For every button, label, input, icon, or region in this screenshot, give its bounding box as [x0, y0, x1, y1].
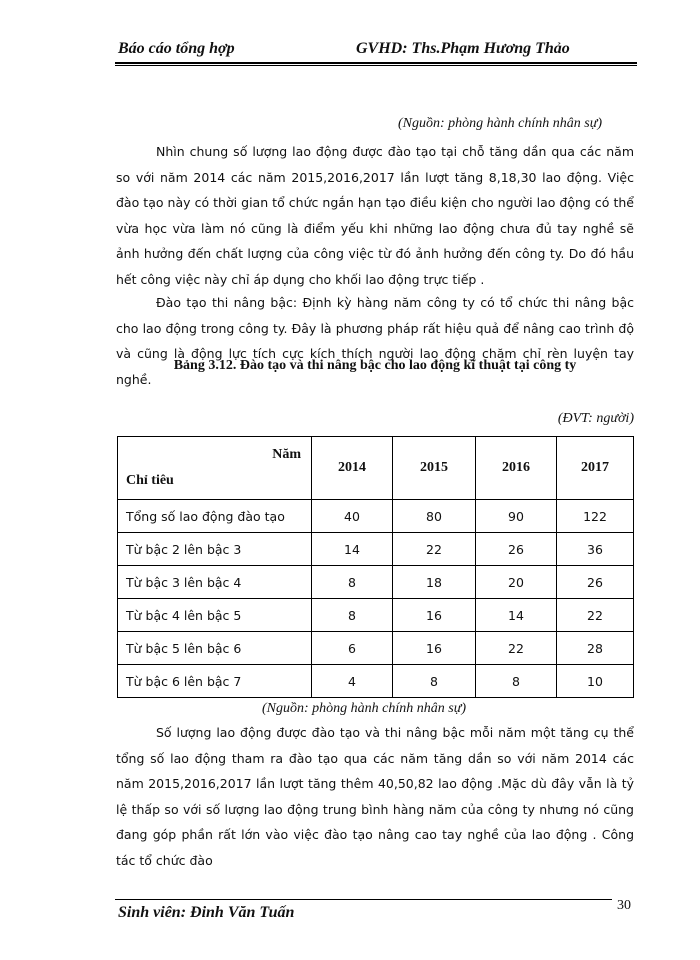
footer-rule: [115, 899, 612, 900]
row-label: Từ bậc 2 lên bậc 3: [118, 533, 312, 566]
row-label: Từ bậc 5 lên bậc 6: [118, 632, 312, 665]
cell-value: 14: [476, 599, 557, 632]
cell-value: 8: [476, 665, 557, 698]
cell-value: 80: [393, 500, 476, 533]
cell-value: 8: [393, 665, 476, 698]
cell-value: 28: [557, 632, 634, 665]
training-table: [117, 436, 634, 698]
table-corner-cell: [118, 437, 312, 500]
cell-value: 10: [557, 665, 634, 698]
row-label: Từ bậc 6 lên bậc 7: [118, 665, 312, 698]
cell-value: 122: [557, 500, 634, 533]
footer-student: Sinh viên: Đinh Văn Tuấn: [118, 904, 295, 921]
page-number: 30: [617, 898, 631, 913]
cell-value: 8: [312, 566, 393, 599]
cell-value: 36: [557, 533, 634, 566]
header-report-title: Báo cáo tổng hợp: [118, 40, 235, 57]
cell-value: 26: [476, 533, 557, 566]
cell-value: 16: [393, 599, 476, 632]
cell-value: 6: [312, 632, 393, 665]
corner-year-label: Năm: [272, 447, 301, 462]
paragraph-3: [116, 720, 634, 874]
year-header: 2017: [557, 437, 634, 500]
cell-value: 4: [312, 665, 393, 698]
table-row: [118, 599, 634, 632]
paragraph-2: [116, 290, 634, 392]
header-supervisor: GVHD: Ths.Phạm Hương Thảo: [356, 40, 570, 57]
table-row: [118, 665, 634, 698]
year-header: 2015: [393, 437, 476, 500]
cell-value: 16: [393, 632, 476, 665]
corner-criteria-label: Chỉ tiêu: [126, 473, 174, 488]
table-unit: (ĐVT: người): [557, 411, 634, 426]
cell-value: 26: [557, 566, 634, 599]
cell-value: 22: [557, 599, 634, 632]
source-note-top: (Nguồn: phòng hành chính nhân sự): [398, 116, 603, 131]
cell-value: 18: [393, 566, 476, 599]
cell-value: 20: [476, 566, 557, 599]
table-row: [118, 632, 634, 665]
paragraph-1: [116, 139, 634, 293]
cell-value: 14: [312, 533, 393, 566]
table-row: [118, 500, 634, 533]
row-label: Tổng số lao động đào tạo: [118, 500, 312, 533]
row-label: Từ bậc 3 lên bậc 4: [118, 566, 312, 599]
cell-value: 22: [393, 533, 476, 566]
table-row: [118, 533, 634, 566]
header-rule-thin: [115, 65, 637, 66]
paragraph-3-text: Số lượng lao động được đào tạo và thi nâng bậc mỗi năm một tăng cụ thể tổng số lao động tham ra đào tạo qua các năm tăng dần so với năm 2014 các năm 2015,2016,2017 lần lượt tăng thêm 40,50,82 lao động .Mặc dù đây vẫn là tỷ lệ thấp so với số lượng lao động trung bình hàng năm của công ty nhưng nó cũng đang góp phần rất lớn vào việc đào tạo nâng cao tay nghề của lao động . Công tác tổ chức đào: [116, 725, 634, 868]
paragraph-1-text: Nhìn chung số lượng lao động được đào tạo tại chỗ tăng dần qua các năm so với năm 2014 các năm 2015,2016,2017 lần lượt tăng 8,18,30 lao động. Việc đào tạo này có thời gian tổ chức ngắn hạn tạo điều kiện cho người lao động có thể vừa học vừa làm nó cũng là điểm yếu khi những lao động chưa đủ tay nghề sẽ ảnh hưởng đến chất lượng của công việc từ đó ảnh hưởng đến công ty. Do đó hầu hết công việc này chỉ áp dụng cho khối lao động trực tiếp .: [116, 144, 634, 287]
cell-value: 22: [476, 632, 557, 665]
year-header: 2016: [476, 437, 557, 500]
table-row: [118, 566, 634, 599]
table-title: Bảng 3.12. Đào tạo và thi nâng bậc cho lao động kĩ thuật tại công ty: [173, 358, 577, 373]
cell-value: 40: [312, 500, 393, 533]
year-header: 2014: [312, 437, 393, 500]
cell-value: 90: [476, 500, 557, 533]
source-note-table: (Nguồn: phòng hành chính nhân sự): [262, 701, 467, 716]
header-rule: [115, 62, 637, 64]
cell-value: 8: [312, 599, 393, 632]
paragraph-2-text: Đào tạo thi nâng bậc: Định kỳ hàng năm công ty có tổ chức thi nâng bậc cho lao động trong công ty. Đây là phương pháp rất hiệu quả để nâng cao trình độ và cũng là động lực tích cực kích thích người lao động chăm chỉ rèn luyện tay nghề.: [116, 295, 634, 387]
row-label: Từ bậc 4 lên bậc 5: [118, 599, 312, 632]
